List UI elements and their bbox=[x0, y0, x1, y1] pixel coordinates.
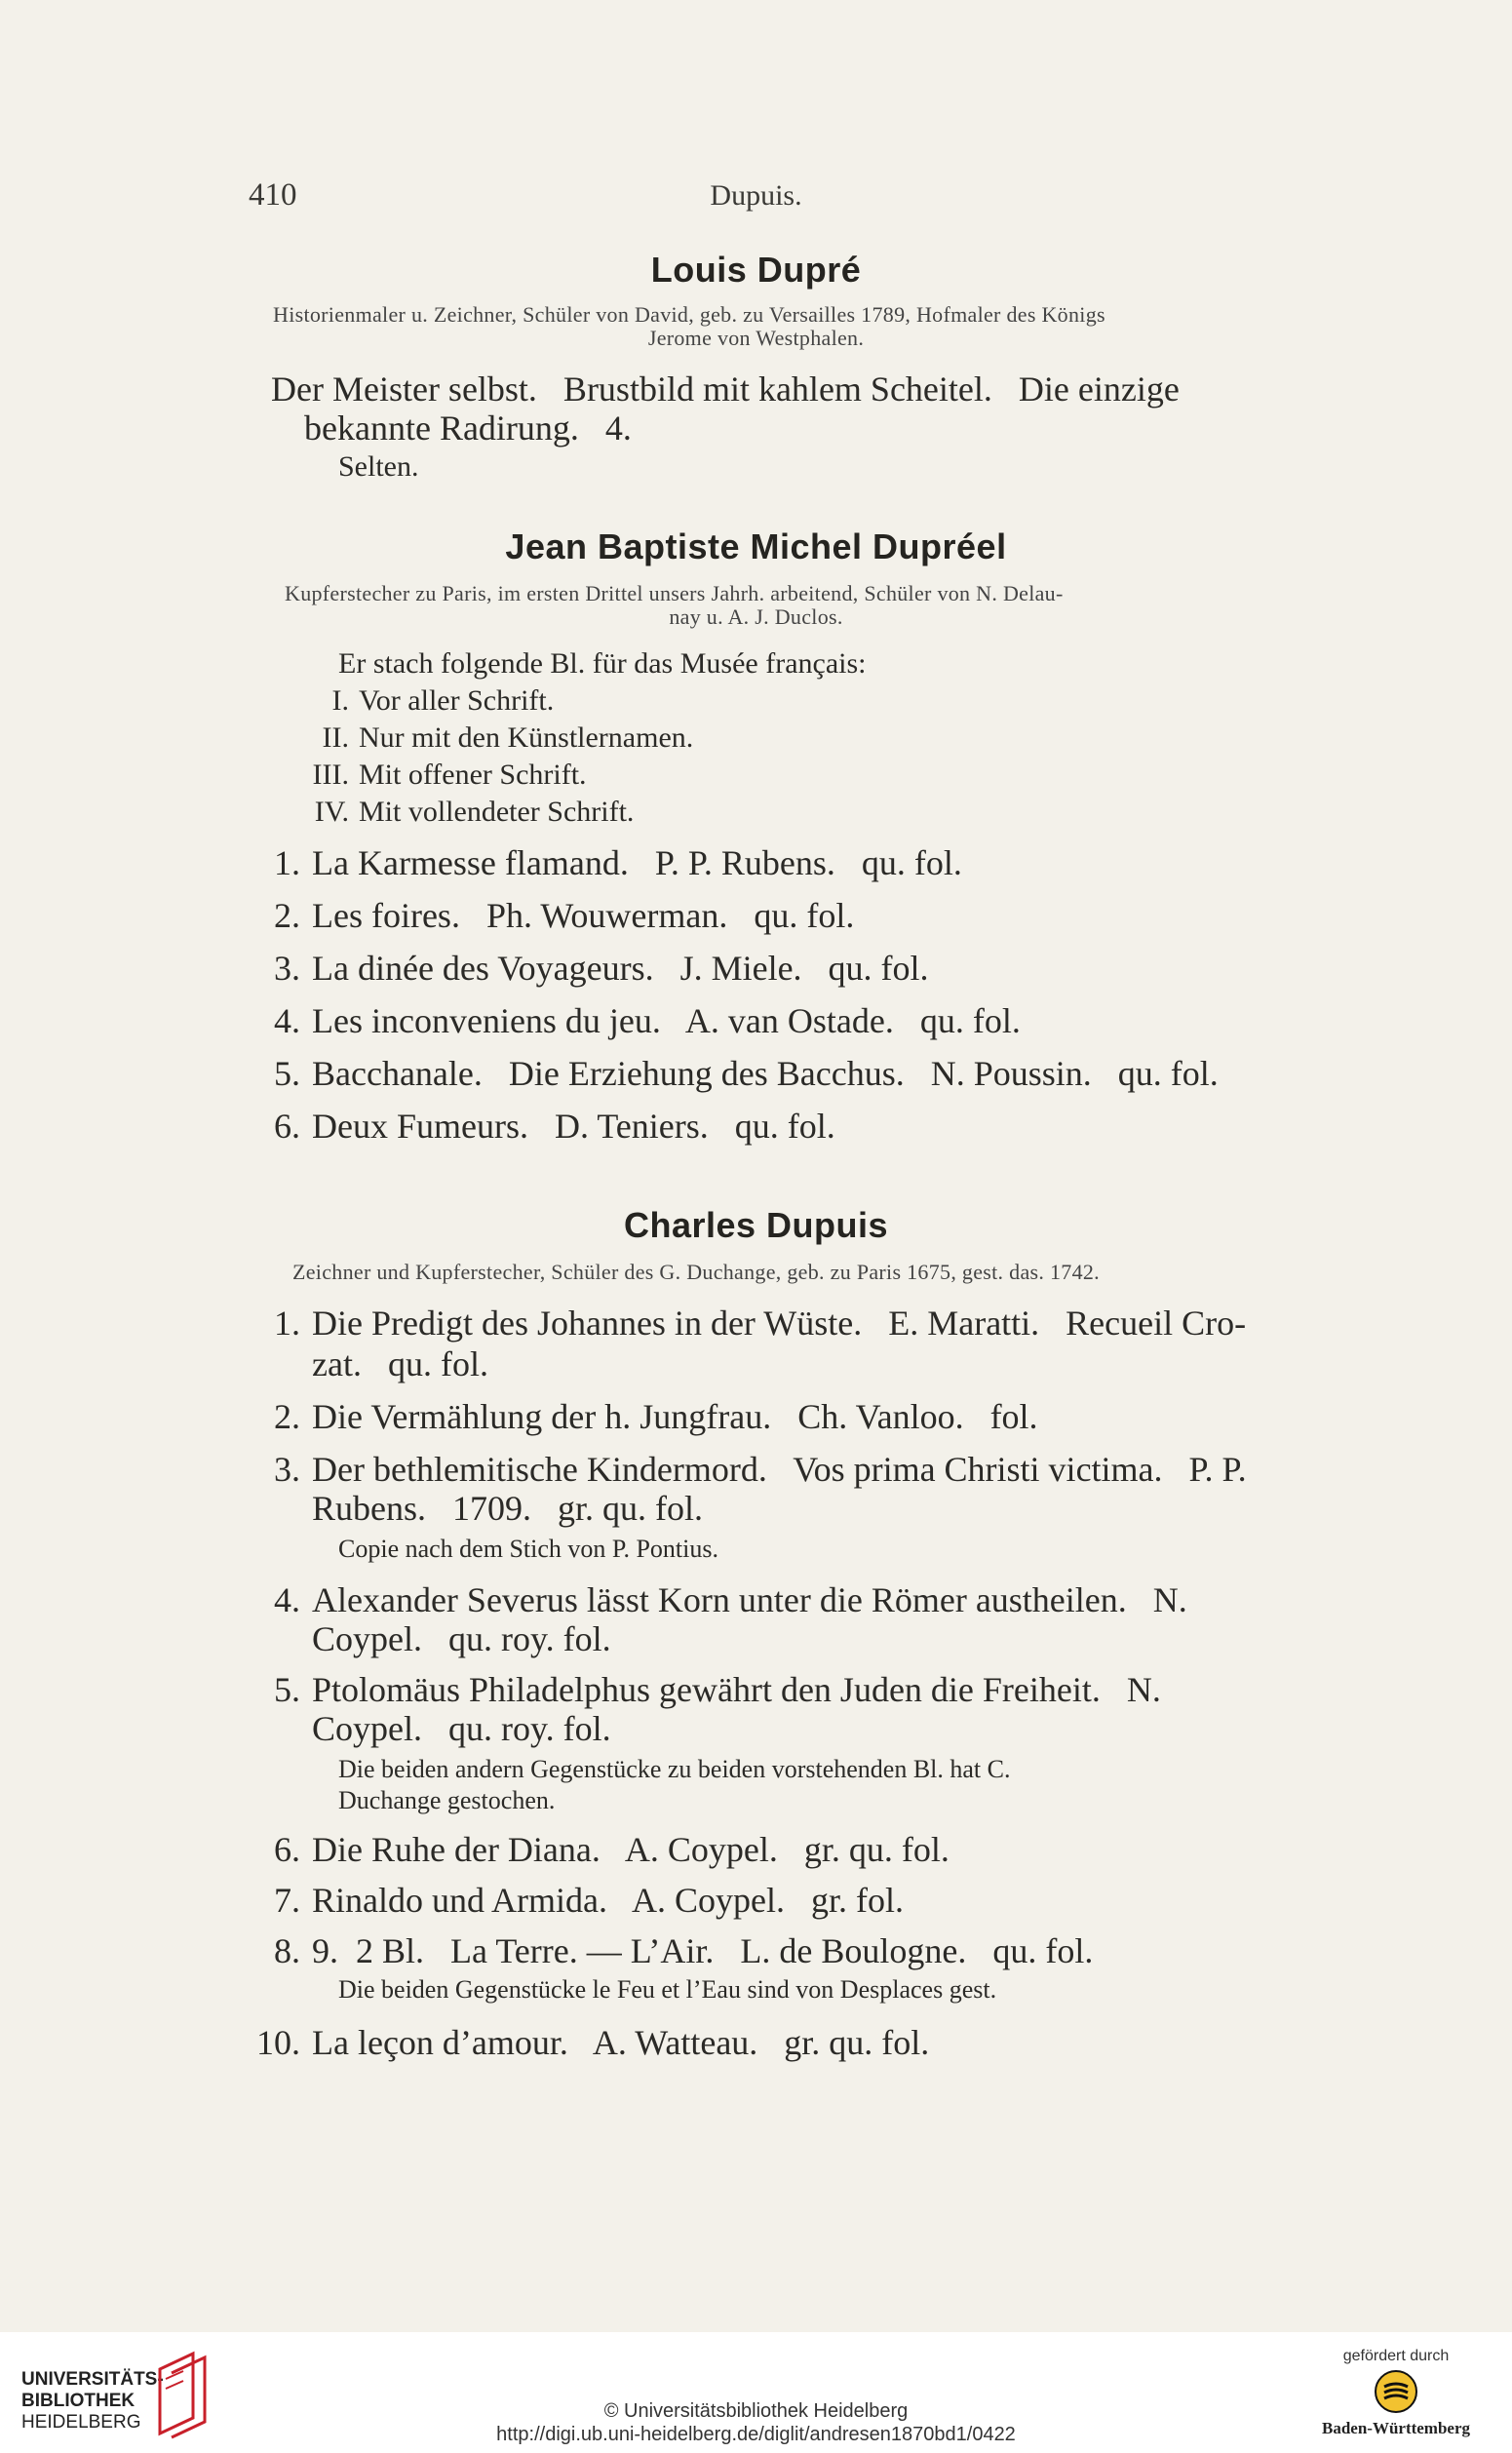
item-number: 1. bbox=[274, 843, 300, 882]
state-row bbox=[292, 796, 634, 829]
dupreel-bio-line2: nay u. A. J. Duclos. bbox=[669, 604, 843, 629]
catalog-item bbox=[259, 842, 962, 883]
dupreel-intro: Er stach folgende Bl. für das Musée français: bbox=[338, 647, 867, 680]
section-title-dupuis: Charles Dupuis bbox=[623, 1205, 889, 1245]
item-text: Die Vermählung der h. Jungfrau. Ch. Vanloo. fol. bbox=[312, 1397, 1038, 1436]
item-text: Rinaldo und Armida. A. Coypel. gr. fol. bbox=[312, 1881, 904, 1920]
dupre-text-line2: bekannte Radirung. 4. bbox=[304, 409, 632, 448]
catalog-item bbox=[259, 1579, 1187, 1620]
catalog-item bbox=[259, 1106, 835, 1147]
state-numeral: III. bbox=[312, 759, 349, 791]
footer bbox=[0, 2332, 1512, 2453]
dupuis-bio: Zeichner und Kupferstecher, Schüler des G. Duchange, geb. zu Paris 1675, gest. das. 1742. bbox=[292, 1260, 1100, 1284]
catalog-item bbox=[259, 1000, 1021, 1041]
section-title-dupreel: Jean Baptiste Michel Dupréel bbox=[505, 526, 1007, 566]
item-continuation: zat. qu. fol. bbox=[312, 1344, 488, 1383]
dupre-text-line1: Der Meister selbst. Brustbild mit kahlem Scheitel. Die einzige bbox=[271, 370, 1180, 409]
item-number: 4. bbox=[274, 1001, 300, 1040]
item-text: La Karmesse flamand. P. P. Rubens. qu. fol. bbox=[312, 843, 962, 882]
item-continuation: Coypel. qu. roy. fol. bbox=[312, 1619, 611, 1658]
item-number: 6. bbox=[274, 1107, 300, 1146]
state-row bbox=[292, 721, 693, 755]
item-number: 7. bbox=[274, 1881, 300, 1920]
item-number: 4. bbox=[274, 1580, 300, 1619]
item-text: La dinée des Voyageurs. J. Miele. qu. fol. bbox=[312, 949, 929, 988]
item-note: Copie nach dem Stich von P. Pontius. bbox=[338, 1535, 718, 1563]
item-note: Duchange gestochen. bbox=[338, 1786, 556, 1814]
item-number: 5. bbox=[274, 1670, 300, 1709]
item-number: 2. bbox=[274, 1397, 300, 1436]
catalog-item bbox=[259, 1303, 1246, 1343]
running-title: Dupuis. bbox=[710, 179, 802, 212]
item-number: 2. bbox=[274, 896, 300, 935]
catalog-item bbox=[259, 1829, 950, 1870]
item-text: Ptolomäus Philadelphus gewährt den Juden die Freiheit. N. bbox=[312, 1670, 1161, 1709]
state-row bbox=[292, 759, 587, 792]
catalog-item bbox=[259, 1449, 1247, 1490]
library-name-line2: BIBLIOTHEK bbox=[21, 2391, 136, 2411]
item-continuation: Rubens. 1709. gr. qu. fol. bbox=[312, 1489, 703, 1528]
section-title-dupre: Louis Dupré bbox=[650, 250, 862, 290]
item-text: Deux Fumeurs. D. Teniers. qu. fol. bbox=[312, 1107, 835, 1146]
catalog-item bbox=[259, 1930, 1093, 1971]
state-numeral: I. bbox=[331, 684, 349, 717]
item-text: Die Ruhe der Diana. A. Coypel. gr. qu. fol. bbox=[312, 1830, 950, 1869]
item-note: Die beiden Gegenstücke le Feu et l’Eau sind von Desplaces gest. bbox=[338, 1975, 997, 2004]
dupre-note: Selten. bbox=[338, 450, 419, 483]
catalog-item bbox=[259, 895, 854, 936]
dupre-bio-line1: Historienmaler u. Zeichner, Schüler von David, geb. zu Versailles 1789, Hofmaler des Königs bbox=[273, 302, 1105, 327]
item-text: Alexander Severus lässt Korn unter die Römer austheilen. N. bbox=[312, 1580, 1187, 1619]
catalog-item bbox=[259, 1396, 1038, 1437]
state-text: Nur mit den Künstlernamen. bbox=[359, 721, 694, 754]
item-number: 10. bbox=[256, 2023, 300, 2062]
catalog-item bbox=[259, 1880, 904, 1921]
catalog-item bbox=[259, 1053, 1219, 1094]
item-text: 9. 2 Bl. La Terre. — L’Air. L. de Boulogne. qu. fol. bbox=[312, 1931, 1094, 1970]
coat-of-arms-icon bbox=[1374, 2369, 1418, 2414]
dupreel-bio-line1: Kupferstecher zu Paris, im ersten Drittel unsers Jahrh. arbeitend, Schüler von N. Delau- bbox=[285, 581, 1064, 605]
library-name-line3: HEIDELBERG bbox=[21, 2412, 141, 2433]
catalog-item bbox=[259, 1669, 1161, 1710]
state-text: Vor aller Schrift. bbox=[359, 684, 555, 717]
item-number: 1. bbox=[274, 1304, 300, 1343]
state-numeral: II. bbox=[322, 721, 349, 754]
funder-block bbox=[1303, 2348, 1489, 2438]
item-number: 3. bbox=[274, 1450, 300, 1489]
state-text: Mit offener Schrift. bbox=[359, 759, 587, 791]
item-continuation: Coypel. qu. roy. fol. bbox=[312, 1709, 611, 1748]
page-number: 410 bbox=[249, 177, 297, 213]
item-text: Les inconveniens du jeu. A. van Ostade. qu. fol. bbox=[312, 1001, 1021, 1040]
item-text: La leçon d’amour. A. Watteau. gr. qu. fol. bbox=[312, 2023, 930, 2062]
dupre-bio-line2: Jerome von Westphalen. bbox=[647, 326, 865, 350]
state-row bbox=[292, 684, 554, 718]
item-number: 6. bbox=[274, 1830, 300, 1869]
state-text: Mit vollendeter Schrift. bbox=[359, 796, 635, 828]
catalog-item bbox=[259, 948, 929, 989]
state-numeral: IV. bbox=[314, 796, 349, 828]
funded-by-label: gefördert durch bbox=[1342, 2348, 1450, 2364]
digital-url-link[interactable]: http://digi.ub.uni-heidelberg.de/diglit/andresen1870bd1/0422 bbox=[496, 2424, 1016, 2445]
item-number: 8. bbox=[274, 1931, 300, 1970]
item-text: Die Predigt des Johannes in der Wüste. E. Maratti. Recueil Cro- bbox=[312, 1304, 1247, 1343]
item-text: Bacchanale. Die Erziehung des Bacchus. N. Poussin. qu. fol. bbox=[312, 1054, 1219, 1093]
item-note: Die beiden andern Gegenstücke zu beiden vorstehenden Bl. hat C. bbox=[338, 1755, 1011, 1783]
library-name-line1: UNIVERSITÄTS- bbox=[21, 2369, 164, 2390]
copyright-text: © Universitätsbibliothek Heidelberg bbox=[603, 2400, 909, 2422]
catalog-item bbox=[246, 2022, 929, 2063]
state-name: Baden-Württemberg bbox=[1321, 2419, 1471, 2437]
item-number: 3. bbox=[274, 949, 300, 988]
item-text: Les foires. Ph. Wouwerman. qu. fol. bbox=[312, 896, 855, 935]
item-text: Der bethlemitische Kindermord. Vos prima Christi victima. P. P. bbox=[312, 1450, 1247, 1489]
item-number: 5. bbox=[274, 1054, 300, 1093]
